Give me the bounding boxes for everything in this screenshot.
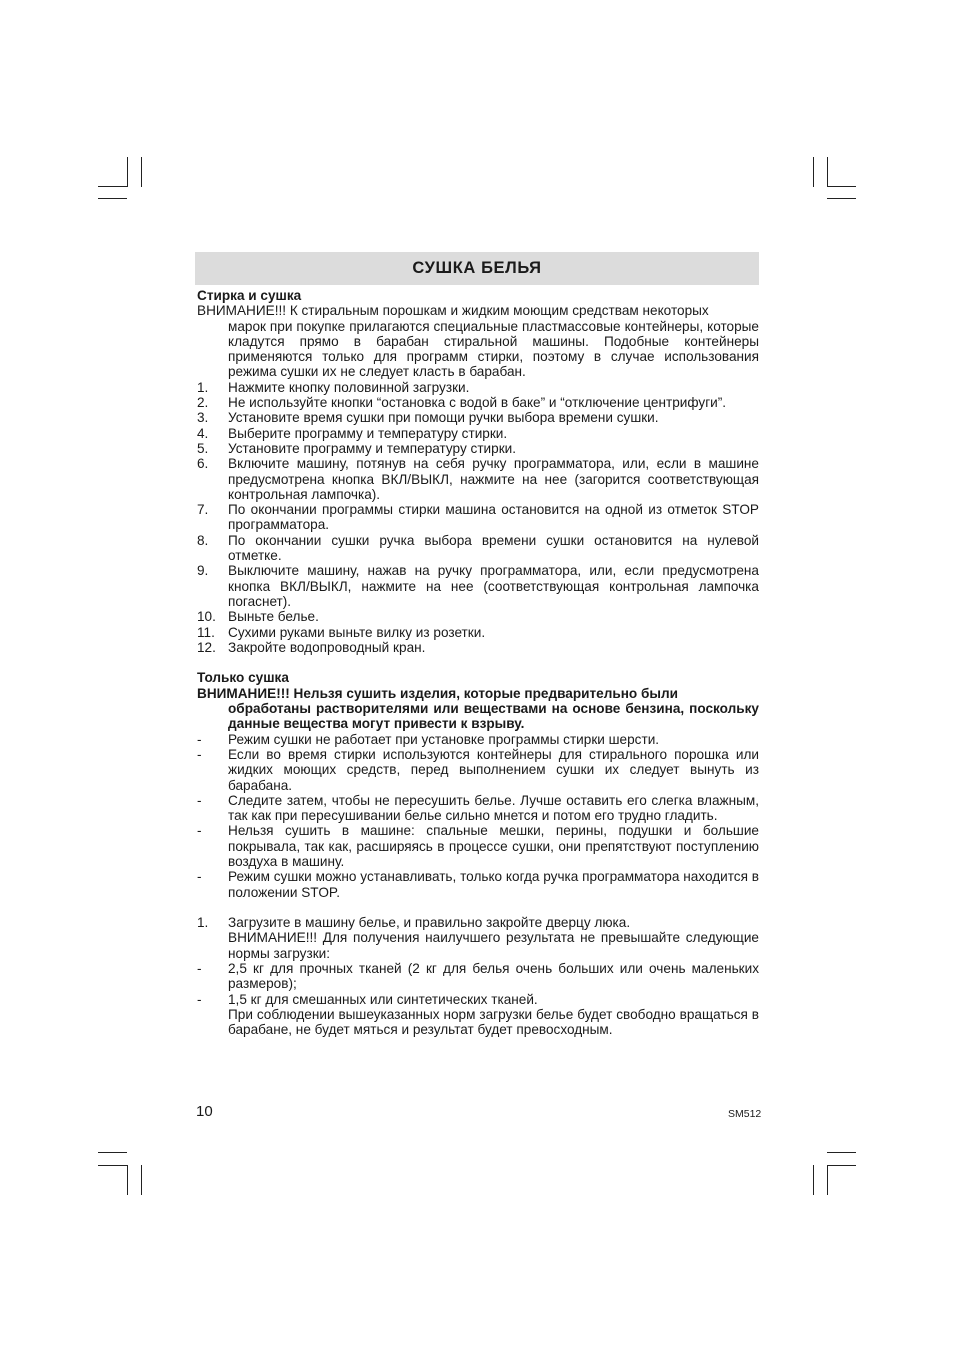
list-marker: 4. (197, 425, 209, 441)
list-item-text: По окончании программы стирки машина остановится на одной из отметок STOP программатора. (228, 502, 759, 533)
warning-paragraph (197, 303, 759, 379)
crop-mark (98, 198, 127, 199)
section-heading: Стирка и сушка (197, 288, 302, 303)
crop-mark (98, 1165, 127, 1166)
list-item-text: Установите программу и температуру стирки. (228, 440, 517, 456)
list-item (197, 625, 759, 640)
crop-mark (827, 198, 856, 199)
crop-mark (127, 157, 128, 187)
crop-mark (827, 1152, 856, 1153)
list-item (197, 563, 759, 609)
warning-text: марок при покупке прилагаются специальные пластмассовые контейнеры, которые кладутся прямо в барабан стиральной машины. Подобные контейнеры применяются только для программ стирки, поэтому в случае использования режима сушки их не следует класть в барабан. (228, 318, 759, 380)
document-body (197, 288, 759, 1038)
list-marker: 12. (197, 639, 216, 655)
list-marker: 2. (197, 395, 209, 411)
crop-mark (827, 157, 828, 187)
list-item-text: Сухими руками выньте вилку из розетки. (228, 624, 486, 640)
list-marker: - (197, 991, 202, 1007)
list-marker: 11. (197, 624, 215, 640)
list-item (197, 1007, 759, 1038)
list-item (197, 992, 759, 1007)
list-item (197, 961, 759, 992)
list-item-text: 1,5 кг для смешанных или синтетических тканей. (228, 991, 538, 1007)
list-marker: 10. (197, 609, 216, 625)
list-item (197, 380, 759, 395)
title-bar (195, 252, 759, 285)
list-marker: - (197, 961, 202, 977)
list-item-text: Если во время стирки используются контейнеры для стирального порошка или жидких моющих средств, перед выполнением сушки их следует вынуть из барабана. (228, 746, 759, 793)
list-item-text: Закройте водопроводный кран. (228, 639, 426, 655)
crop-mark (98, 186, 127, 187)
list-item-text: Выключите машину, нажав на ручку программатора, или, если предусмотрена кнопка ВКЛ/ВЫКЛ, нажмите на нее (соответствующая контрольная лампочка погаснет). (228, 563, 759, 609)
list-item-text: Режим сушки не работает при установке программы стирки шерсти. (228, 731, 660, 747)
list-item-text: Нажмите кнопку половинной загрузки. (228, 379, 470, 395)
list-item (197, 732, 759, 747)
list-item-text: Выберите программу и температуру стирки. (228, 425, 508, 441)
list-item-text: ВНИМАНИЕ!!! Для получения наилучшего результата не превышайте следующие нормы загрузки: (228, 930, 759, 961)
list-item (197, 823, 759, 869)
page-title: СУШКА БЕЛЬЯ (412, 259, 542, 277)
list-item-text: По окончании сушки ручка выбора времени сушки остановится на нулевой отметке. (228, 532, 759, 564)
list-item (197, 533, 759, 564)
list-marker: 3. (197, 410, 209, 426)
list-item (197, 441, 759, 456)
list-marker: 9. (197, 563, 209, 579)
list-item-text: Выньте белье. (228, 609, 319, 625)
warning-text: К стиральным порошкам и жидким моющим средствам некоторых (289, 303, 709, 319)
crop-mark (141, 1165, 142, 1195)
list-item-text: Нельзя сушить в машине: спальные мешки, перины, подушки и большие покрывала, так как, расширяясь в процессе сушки, они препятствуют поступлению воздуха в машину. (228, 823, 759, 869)
section-heading: Только сушка (197, 670, 289, 686)
warning-text: ВНИМАНИЕ!!! Нельзя сушить изделия, которые предварительно были (197, 685, 678, 701)
crop-mark (827, 1165, 828, 1195)
list-item-text: Не используйте кнопки “остановка с водой в баке” и “отключение центрифуги”. (228, 395, 727, 411)
page-number: 10 (196, 1103, 213, 1120)
list-item-text: Режим сушки можно устанавливать, только когда ручка программатора находится в положении STOP. (228, 869, 759, 900)
list-item (197, 502, 759, 533)
list-item (197, 456, 759, 502)
crop-mark (827, 186, 856, 187)
list-marker: - (197, 792, 202, 808)
list-item-text: Установите время сушки при помощи ручки выбора времени сушки. (228, 410, 659, 426)
list-item-text: Загрузите в машину белье, и правильно закройте дверцу люка. (228, 915, 631, 931)
list-item-text: Включите машину, потянув на себя ручку программатора, или, если в машине предусмотрена кнопка ВКЛ/ВЫКЛ, нажмите на нее (загорится соответствующая контрольная лампочка). (228, 456, 759, 502)
list-item (197, 426, 759, 441)
list-item (197, 747, 759, 793)
list-item (197, 395, 759, 410)
list-marker: 7. (197, 502, 209, 518)
list-marker: - (197, 823, 202, 839)
closing-text: При соблюдении вышеуказанных норм загрузки белье будет свободно вращаться в барабане, не будет мяться и результат будет превосходным. (228, 1006, 759, 1038)
list-item (197, 410, 759, 425)
bullet-list (197, 732, 759, 900)
list-item-text: 2,5 кг для прочных тканей (2 кг для белья очень больших или очень маленьких размеров); (228, 961, 759, 992)
list-marker: 8. (197, 532, 209, 548)
list-marker: 6. (197, 456, 209, 472)
warning-label: ВНИМАНИЕ!!! (197, 303, 287, 319)
list-marker: - (197, 731, 202, 747)
steps-list (197, 380, 759, 655)
warning-paragraph (197, 686, 759, 732)
list-marker: - (197, 869, 202, 885)
list-item (197, 915, 759, 930)
bullet-list (197, 961, 759, 1007)
crop-mark (127, 1165, 128, 1195)
crop-mark (141, 157, 142, 187)
list-item (197, 869, 759, 900)
list-marker: - (197, 746, 202, 762)
list-marker: 1. (197, 915, 209, 931)
list-item (197, 640, 759, 655)
list-marker: 1. (197, 379, 209, 395)
list-item (197, 793, 759, 824)
list-item-text: Следите затем, чтобы не пересушить белье. Лучше оставить его слегка влажным, так как при пересушивании белье сильно мнется и потом его трудно гладить. (228, 792, 759, 824)
crop-mark (827, 1165, 856, 1166)
model-code: SM512 (728, 1108, 762, 1120)
crop-mark (813, 1165, 814, 1195)
crop-mark (813, 157, 814, 187)
list-marker: 5. (197, 440, 209, 456)
list-item (197, 609, 759, 624)
crop-mark (98, 1152, 127, 1153)
list-item (197, 930, 759, 961)
warning-text: обработаны растворителями или веществами на основе бензина, поскольку данные вещества могут привести к взрыву. (228, 701, 759, 732)
